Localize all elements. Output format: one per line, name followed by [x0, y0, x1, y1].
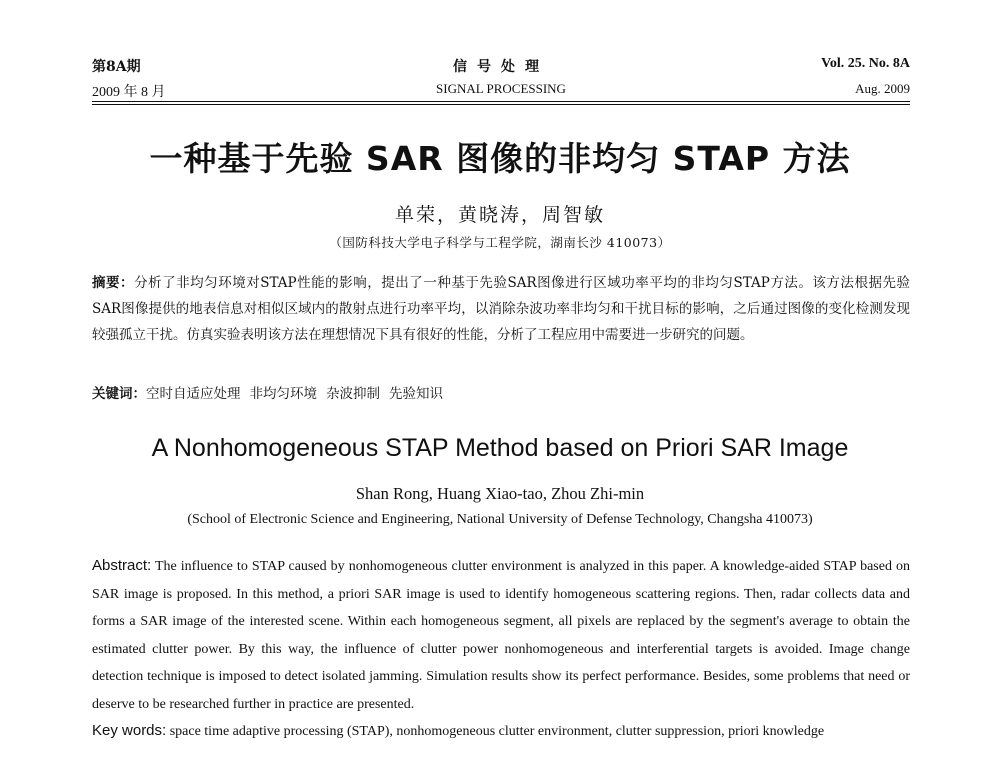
keyword-cn: 杂波抑制: [326, 386, 380, 402]
volume-info: Vol. 25. No. 8A: [821, 56, 910, 71]
publication-date-en: Aug. 2009: [855, 81, 910, 96]
abstract-cn: [92, 270, 910, 348]
abstract-label-cn: 摘要：: [92, 275, 135, 291]
keyword-cn: 先验知识: [389, 386, 443, 402]
affiliation-en: (School of Electronic Science and Engineering, National University of Defense Technology, Changsha 410073): [187, 512, 813, 527]
keywords-cn: [92, 381, 910, 407]
journal-name-en: SIGNAL PROCESSING: [436, 81, 566, 96]
keywords-label-en: Key words:: [92, 722, 167, 739]
paper-title-en: A Nonhomogeneous STAP Method based on Priori SAR Image: [151, 434, 849, 462]
abstract-text-en: The influence to STAP caused by nonhomogeneous clutter environment is analyzed in this paper. A knowledge-aided STAP based on SAR image is proposed. In this method, a priori SAR image is used to identify homogeneous scattering regions. Then, radar collects data and forms a SAR image of the interested scene. Within each homogeneous segment, all pixels are replaced by the segment's average to obtain the estimated clutter power. By this way, the influence of clutter power nonhomogeneous and interferential targets is avoided. Image change detection technique is imposed to detect isolated jamming. Simulation results show its perfect performance. Besides, some problems that need or deserve to be researched further in practice are presented.: [92, 559, 910, 712]
affiliation-cn: （国防科技大学电子科学与工程学院，湖南长沙 410073）: [329, 235, 671, 250]
journal-name-cn: 信号处理: [453, 59, 549, 75]
abstract-text-cn: 分析了非均匀环境对STAP性能的影响，提出了一种基于先验SAR图像进行区域功率平均的非均匀STAP方法。该方法根据先验SAR图像提供的地表信息对相似区域内的散射点进行功率平均，以消除杂波功率非均匀和干扰目标的影响，之后通过图像的变化检测发现较强孤立干扰。仿真实验表明该方法在理想情况下具有很好的性能，分析了工程应用中需要进一步研究的问题。: [92, 275, 911, 343]
header-rule-thin: [92, 104, 910, 105]
paper-title-cn: 一种基于先验 SAR 图像的非均匀 STAP 方法: [149, 139, 851, 178]
keywords-en: [92, 717, 910, 746]
publication-date-cn: 2009 年 8 月: [92, 85, 166, 100]
authors-cn: 单荣，黄晓涛，周智敏: [394, 204, 605, 226]
authors-en: Shan Rong, Huang Xiao-tao, Zhou Zhi-min: [355, 484, 645, 503]
keywords-text-en: space time adaptive processing (STAP), nonhomogeneous clutter environment, clutter suppression, priori knowledge: [169, 724, 825, 739]
keyword-cn: 空时自适应处理: [146, 386, 241, 402]
keywords-label-cn: 关键词：: [92, 386, 146, 402]
journal-header-top: [92, 56, 910, 78]
header-rule-thick: [92, 101, 910, 102]
issue-number: 第8A期: [92, 59, 141, 75]
keyword-cn: 非均匀环境: [249, 386, 317, 402]
abstract-en: [92, 552, 910, 718]
abstract-label-en: Abstract:: [92, 557, 152, 574]
journal-header-bottom: [92, 81, 910, 103]
